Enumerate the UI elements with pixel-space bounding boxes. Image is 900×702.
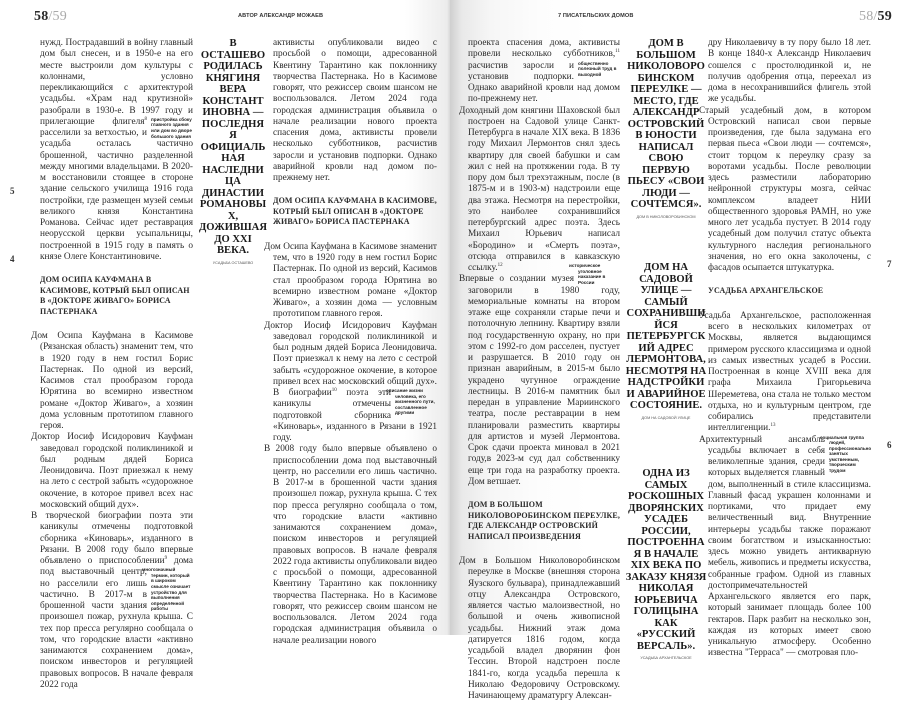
- paragraph-text: дру Николаевичу в ту пору было 18 лет. В конце 1840-х Александр Николаевич сошелся с простолюдинкой и, не получив одобрения отца, переехал из дома в несохранившийся флигель этой же усадьбы.: [708, 38, 871, 105]
- pull-quote: [199, 38, 267, 266]
- margin-note: социальная группа людей, профессионально занятых умственным, творческим трудом: [820, 434, 872, 474]
- pull-quote-caption: ДОМ В НИКОЛОВОРОБИНСКОМ: [636, 214, 696, 219]
- pull-quote-text: ДОМ НА САДОВОЙ УЛИЦЕ — САМЫЙ СОХРАНИВШИЙСЯ ПЕТЕРБУРГСКИЙ АДРЕС ЛЕРМОНТОВА, НЕСМОТРЯ НА НАДСТРОЙКИ И АВАРИЙНОЕ СОСТОЯНИЕ.: [625, 262, 707, 411]
- footnote-marker: 8: [144, 116, 147, 122]
- margin-note: пристройка сбоку главного здания или дом во дворе большого здания: [151, 116, 192, 139]
- article-column: [264, 38, 437, 647]
- paragraph: [699, 105, 871, 275]
- paragraph: [40, 38, 193, 263]
- running-head-author: АВТОР АЛЕКСАНДР МОЖАЕВ: [238, 13, 324, 19]
- paragraph-text: расселили за ветхостью, и усадьба осталась частично брошенной, частично разделенной между многими владельцами. В 2020-м восстановили стоящее в стороне здание сельского училища 1916 года постройки, где размещен музей семьи великого князя Константина Романова. Сейчас идет реставрация неорусской церкви усыпальницы, построенной в 1915 году в память о князе Олеге Константиновиче.: [40, 128, 193, 262]
- section-heading: УСАДЬБА АРХАНГЕЛЬСКОЕ: [708, 286, 824, 296]
- paragraph-text: проекта спасения дома, активисты провели несколько субботников,: [468, 38, 620, 60]
- paragraph-text: Дом Осипа Кауфмана в Касимове знаменит тем, что в 1920 году в нем гостил Борис Пастернак. По одной из версий, Касимов стал прообразом города Юрятина во всемирно известном романе «Доктор Живаго», а хозяин дома — условным прототипом главного героя.: [264, 241, 437, 320]
- paragraph: [31, 511, 193, 691]
- section-heading: ДОМ ОСИПА КАУФМАНА В КАСИМОВЕ, КОТРЫЙ БЫЛ ОПИСАН В «ДОКТОРЕ ЖИВАГО» БОРИСА ПАСТЕРНАКА: [40, 275, 190, 316]
- margin-note: историческое уголовное наказание в России: [569, 263, 606, 285]
- paragraph-text: Доходный дом княгини Шаховской был построен на Садовой улице Санкт-Петербурга в начале XIX века. В 1836 году Михаил Лермонтов снял здесь квартиру для своей бабушки и сам жил с ней на протяжении года. В ту пору дом был трехэтажным, после (в 1875-м и в 1903-м) надстроили еще два этажа. Несмотря на перестройки, это наиболее сохранившийся петербургский адрес поэта. Здесь Михаил Юрьевич написал «Бородино» и «Смерть поэта», отсюда отправился в кавказскую ссылку.: [459, 105, 620, 273]
- paragraph: [264, 320, 437, 445]
- paragraph-text: дома под выставочный центр, но расселили его лишь частично. В 2017-м в брошенной части здания произошел пожар, рухнула крыша. С тех пор пресса регулярно сообщала о том, что городские власти «активно занимаются сохранением дома», поиском инвесторов и регуляцией правовых вопросов. В начале февраля 2022 года: [40, 556, 193, 690]
- pull-quote-caption: УСАДЬБА ОСТАШЕВО: [212, 260, 254, 265]
- paragraph-text: Усадьба Архангельское, расположенная всего в нескольких километрах от Москвы, является выдающимся примером русского классицизма и одной из самых известных усадеб в России. Построенная в конце XVIII века для графа Михаила Григорьевича Шереметева, она стала не только местом отдыха, но и культурным центром, где собирались представители интеллигенции.: [699, 310, 871, 434]
- margin-number: 7: [887, 259, 892, 269]
- paragraph-text: Архитектурный ансамбль усадьбы включает в себя великолепные здания, среди которых выделяется главный дом, выполненный в стиле классицизма. Главный фасад украшен колоннами и портиками, что придает ему величественный вид. Внутренние интерьеры усадьбы также поражают своим богатством и изысканностью: здесь можно увидеть антикварную мебель, живопись и предметы искусства, собранные графом. Одной из главных достопримечательностей Архангельского является его парк, который занимает площадь более 100 гектаров. Парк разбит на несколько зон, каждая из которых имеет свою уникальную атмосферу. Особенно известна "Терраса" — смотровая пло-: [699, 434, 871, 659]
- pull-quote-text: В ОСТАШЕВО РОДИЛАСЬ КНЯГИНЯ ВЕРА КОНСТАНТИНОВНА — ПОСЛЕДНЯЯ ОФИЦИАЛЬНАЯ НАСЛЕДНИЦА ДИНАСТИИ РОМАНОВЫХ, ДОЖИВШАЯ ДО XXI ВЕКА.: [199, 38, 267, 256]
- margin-note: общественно полезный труд в выходной: [578, 60, 617, 77]
- left-page: [0, 0, 450, 690]
- section-heading: ДОМ ОСИПА КАУФМАНА В КАСИМОВЕ, КОТРЫЙ БЫЛ ОПИСАН В «ДОКТОРЕ ЖИВАГО» БОРИСА ПАСТЕРНАКА: [273, 196, 437, 227]
- paragraph: [459, 105, 620, 285]
- paragraph-text: В творческой биографии поэта эти каникулы отмечены подготовкой сборника «Киноварь», изданного в Рязани. В 2008 году было впервые объявлено о приспособлении: [31, 511, 193, 566]
- article-column: [31, 38, 193, 691]
- margin-note: описание жизни человека, его жизненного пути, составленное другими: [386, 388, 435, 416]
- right-page: [450, 0, 900, 701]
- footnote-marker: 13: [770, 423, 776, 429]
- page-number-current: 58: [34, 9, 49, 24]
- article-column: [459, 38, 620, 702]
- paragraph: [459, 274, 620, 488]
- paragraph-text: В 2008 году было впервые объявлено о приспособлении дома под выставочный центр, но расселили его лишь частично. В 2017-м в брошенной части здания произошел пожар, рухнула крыша. С тех пор пресса регулярно сообщала о том, что городские власти «активно занимаются сохранением дома», поиском инвесторов и регуляцией правовых вопросов. В начале февраля 2022 года активисты опубликовали видео с просьбой о помощи, адресованной Квентину Тарантино как поклоннику творчества Пастернака. Но в Касимове говорят, что режиссер своим шансом не воспользовался. Летом 2024 года городская администрация объявила о начале реализации нового: [264, 444, 437, 646]
- page-number-current: 59: [877, 9, 892, 24]
- paragraph-text: активисты опубликовали видео с просьбой о помощи, адресованной Квентину Тарантино как поклоннику творчества Пастернака. Но в Касимове говорят, что режиссер своим шансом не воспользовался. Летом 2024 года городская администрация объявила о начале реализации нового проекта спасения дома, активисты провели несколько субботников, расчистив заросли и установив подпорки. Однако аварийной кровли над домом по-прежнему нет.: [273, 38, 437, 183]
- paragraph: [264, 444, 437, 647]
- page-number: [859, 9, 892, 25]
- margin-note: многозначный термин, который в широком смысле означает устройство для выполнения определённой работы: [142, 567, 191, 612]
- paragraph-text: Дом в Большом Николоворобинском переулке в Москве (внешняя сторона Яузского бульвара), принадлежавший отцу Александра Островского, является частью малоизвестной, но большой и очень живописной усадьбы. Нижний этаж дома датируется 1816 годом, когда усадьбой владел дворянин фон Тессин. Второй надстроен после 1841-го, когда усадьба перешла к Николаю Федоровичу Островскому. Начинающему драматургу Алексан-: [459, 556, 620, 701]
- margin-number: 4: [10, 254, 15, 264]
- margin-number: 5: [10, 186, 15, 196]
- footnote-marker: 10: [331, 388, 337, 393]
- paragraph-text: Дом Осипа Кауфмана в Касимове (Рязанская область) знаменит тем, что в 1920 году в нем гостил Борис Пастернак. По одной из версий, Касимов стал прообразом города Юрятина во всемирно известном романе «Доктор Живаго», а хозяин дома условным прототипом главного героя.: [31, 331, 193, 431]
- article-column: [699, 38, 872, 660]
- paragraph-text: Доктор Иосиф Исидорович Кауфман заведовал городской поликлиникой и был родным дядей Бориса Леонидовича. Поэт приезжал к нему на лето с сестрой забыть «судорожное окочение, в которое привел всех нас московский общий дух».: [31, 432, 193, 510]
- paragraph: [708, 38, 871, 106]
- paragraph: [459, 556, 620, 702]
- pull-quote-text: ОДНА ИЗ САМЫХ РОСКОШНЫХ ДВОРЯНСКИХ УСАДЕБ РОССИИ, ПОСТРОЕННАЯ В НАЧАЛЕ XIX ВЕКА ПО ЗАКАЗУ КНЯЗЯ НИКОЛАЯ ЮРЬЕВИЧА ГОЛИЦЫНА КАК «РУССКИЙ ВЕРСАЛЬ».: [625, 468, 707, 652]
- paragraph: [699, 310, 871, 435]
- footnote-marker: 9: [164, 556, 168, 561]
- section-heading: ДОМ В БОЛЬШОМ НИКОЛОВОРОБИНСКОМ ПЕРЕУЛКЕ, ГДЕ АЛЕКСАНДР ОСТРОВСКИЙ НАПИСАЛ ПРОИЗВЕДЕНИЯ: [468, 500, 620, 541]
- running-head-title: 7 ПИСАТЕЛЬСКИХ ДОМОВ: [558, 13, 634, 19]
- paragraph: [468, 38, 620, 106]
- paragraph: [264, 241, 437, 321]
- paragraph: [31, 331, 193, 432]
- paragraph-text: расчистив заросли и установив подпорки. Однако аварийной кровли над домом по-прежнему нет.: [468, 60, 620, 105]
- page-number-other: /59: [48, 9, 67, 24]
- pull-quote-caption: ДОМ НА САДОВОЙ УЛИЦЕ: [641, 415, 691, 420]
- paragraph: [31, 432, 193, 511]
- paragraph: [273, 38, 437, 184]
- paragraph: [699, 434, 872, 660]
- footnote-marker: 12: [497, 263, 503, 268]
- pull-quote: [624, 262, 708, 421]
- paragraph-text: поэта эти каникулы отмечены подготовкой сборника «Киноварь», изданного в Рязани в 1921 году.: [273, 388, 437, 443]
- paragraph-text: Впервые о создании музея заговорили в 1980 году, мемориальные комнаты на втором этаже еще сохраняли старые печи и потолочную лепнину. Квартиру взяли под государственную охрану, но при этом с 1992-го дом расселен, пустует и разрушается. В 2010 году он признан аварийным, в 2015-м было украдено чугунное ограждение лестницы. В 2016-м памятник был передан в управление Мариинского театра, после реставрации в нем планировали разместить квартиры для артистов и музей Лермонтова. Срок сдачи проекта миновал в 2021 году,в 2023-м суд дал собственнику еще три года на разработку проекта. Дом ветшает.: [459, 274, 620, 487]
- page-number-other: 58/: [859, 9, 878, 24]
- paragraph-text: Старый усадебный дом, в котором Островский написал свои первые произведения, где была задумана его первая пьеса «Свои люди — сочтемся», стоит торцом к переулку сразу за воротами усадьбы. После революции здесь разместили лабораторию нейронной структуры мозга, сейчас комплексом владеет НИИ общественного здоровья РАМН, но уже много лет усадьба пустует. В 2014 году усадебный дом получил статус объекта культурного наследия регионального значения, но его окна заколочены, с фасадов осыпается штукатурка.: [699, 105, 871, 273]
- margin-number: 6: [887, 440, 892, 450]
- pull-quote: [624, 468, 708, 661]
- pull-quote-caption: УСАДЬБА АРХАНГЕЛЬСКОЕ: [640, 656, 692, 660]
- pull-quote-text: ДОМ В БОЛЬШОМ НИКОЛОВОРОБИНСКОМ ПЕРЕУЛКЕ — МЕСТО, ГДЕ АЛЕКСАНДР ОСТРОВСКИЙ В ЮНОСТИ НАПИСАЛ СВОЮ ПЕРВУЮ ПЬЕСУ «СВОИ ЛЮДИ — СОЧТЕМСЯ».: [627, 38, 705, 210]
- paragraph-text: нужд. Пострадавший в войну главный дом был снесен, и в 1950-е на его месте выстроили дом культуры с колоннами, условно перекликающийся с архитектурой усадьбы. «Храм над крутизной» разобрали в 1930-е. В 1997 году и прилегающие флигеля: [40, 38, 193, 127]
- page-number: [34, 9, 67, 25]
- footnote-marker: 11: [615, 49, 620, 55]
- paragraph-text: Доктор Иосиф Исидорович Кауфман заведовал городской поликлиникой и был родным дядей Бориса Леонидовича. Поэт приезжал к нему на лето с сестрой забыть «судорожное окочение, в которое привел всех нас московский общий дух». В биографии: [264, 320, 437, 398]
- pull-quote: [624, 38, 708, 220]
